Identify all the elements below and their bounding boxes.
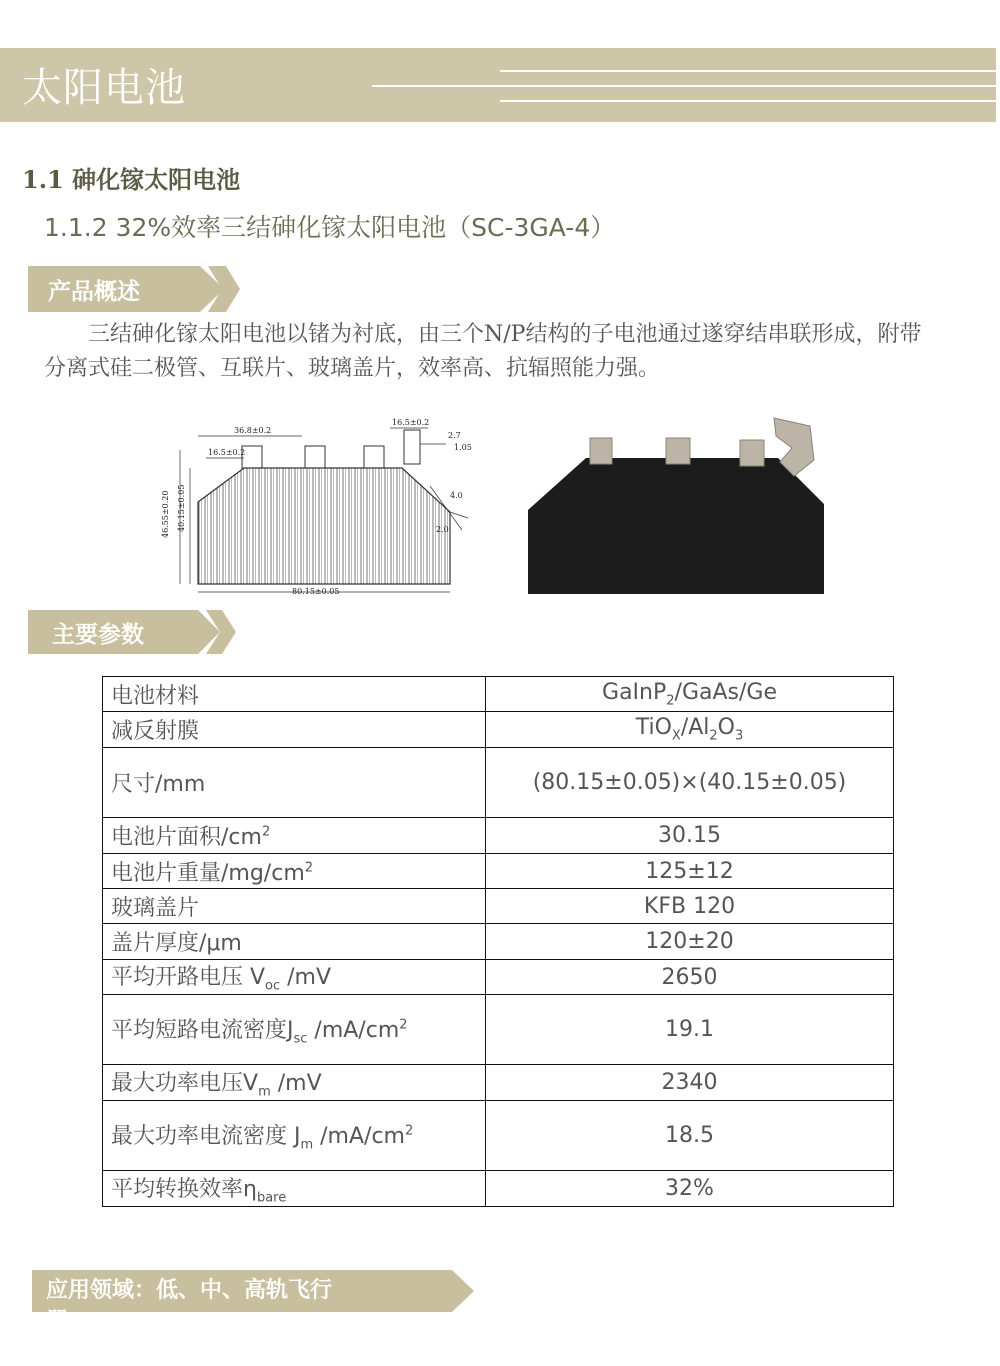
dim-top-width: 36.8±0.2: [234, 426, 272, 435]
dim-height-outer: 46.55±0.20: [161, 490, 170, 538]
param-value: 19.1: [486, 995, 894, 1065]
table-row: [103, 995, 894, 1065]
param-name: 电池片面积$/cm^2$: [103, 818, 486, 854]
application-label-cont: 器: [46, 1308, 69, 1334]
table-row: [103, 1101, 894, 1171]
dim-40: 4.0: [450, 491, 463, 500]
application-label: 应用领域：低、中、高轨飞行: [46, 1276, 333, 1303]
dim-bottom-width: 80.15±0.05: [292, 587, 340, 596]
parameter-table: [102, 676, 894, 1207]
param-name: 减反射膜: [103, 712, 486, 748]
overview-ribbon: [28, 266, 240, 312]
dim-27: 2.7: [448, 431, 461, 440]
header-rule-1: [500, 70, 996, 72]
dim-height-inner: 40.15±0.05: [177, 484, 186, 532]
param-name: 最大功率电压$V_m$ /mV: [103, 1065, 486, 1101]
param-value: KFB 120: [486, 889, 894, 924]
dim-105: 1.05: [454, 443, 472, 452]
param-value: 2340: [486, 1065, 894, 1101]
table-row: [103, 1065, 894, 1101]
param-name: 电池材料: [103, 677, 486, 712]
param-value: 125±12: [486, 854, 894, 889]
subsection-heading: 1.1.2 32%效率三结砷化镓太阳电池（SC-3GA-4）: [44, 213, 616, 242]
header-rule-3: [500, 100, 996, 102]
param-name: 最大功率电流密度 $J_m$ $/mA/cm^2$: [103, 1101, 486, 1171]
overview-label: 产品概述: [48, 277, 140, 305]
table-row: [103, 677, 894, 712]
page-edge: [996, 0, 1000, 1366]
dim-tab-left: 16.5±0.2: [208, 448, 246, 457]
solar-cell-photo: [526, 416, 828, 596]
table-row: [103, 748, 894, 818]
table-row: [103, 924, 894, 960]
param-name: 尺寸/mm: [103, 748, 486, 818]
page-title: 太阳电池: [22, 65, 186, 111]
application-ribbon: [32, 1270, 474, 1334]
param-value: $TiO_X/Al_2O_3$: [486, 712, 894, 748]
table-row: [103, 960, 894, 995]
param-value: 32%: [486, 1171, 894, 1207]
header-rule-2: [372, 85, 996, 87]
param-name: 平均转换效率$\eta_{bare}$: [103, 1171, 486, 1207]
table-row: [103, 854, 894, 889]
param-name: 平均开路电压 $V_{oc}$ /mV: [103, 960, 486, 995]
section-heading: 1.1 砷化镓太阳电池: [22, 165, 241, 194]
parameters-label: 主要参数: [52, 620, 144, 648]
param-name: 平均短路电流密度$J_{sc}$ $/mA/cm^2$: [103, 995, 486, 1065]
param-value: 120±20: [486, 924, 894, 960]
param-value: 18.5: [486, 1101, 894, 1171]
overview-paragraph: 三结砷化镓太阳电池以锗为衬底，由三个N/P结构的子电池通过遂穿结串联形成，附带分离式硅二极管、互联片、玻璃盖片，效率高、抗辐照能力强。: [44, 322, 922, 381]
dim-20: 2.0: [436, 525, 449, 534]
table-row: [103, 1171, 894, 1207]
param-name: 玻璃盖片: [103, 889, 486, 924]
param-value: 30.15: [486, 818, 894, 854]
dimension-drawing: [150, 414, 490, 600]
param-name: 盖片厚度/μm: [103, 924, 486, 960]
param-value: GaInP$_2$/GaAs/Ge: [486, 677, 894, 712]
parameters-ribbon: [28, 610, 236, 654]
param-name: 电池片重量$/mg/cm^2$: [103, 854, 486, 889]
param-value: (80.15±0.05)×(40.15±0.05): [486, 748, 894, 818]
table-row: [103, 889, 894, 924]
param-value: 2650: [486, 960, 894, 995]
table-row: [103, 818, 894, 854]
table-row: [103, 712, 894, 748]
dim-tab-right: 16.5±0.2: [392, 418, 430, 427]
